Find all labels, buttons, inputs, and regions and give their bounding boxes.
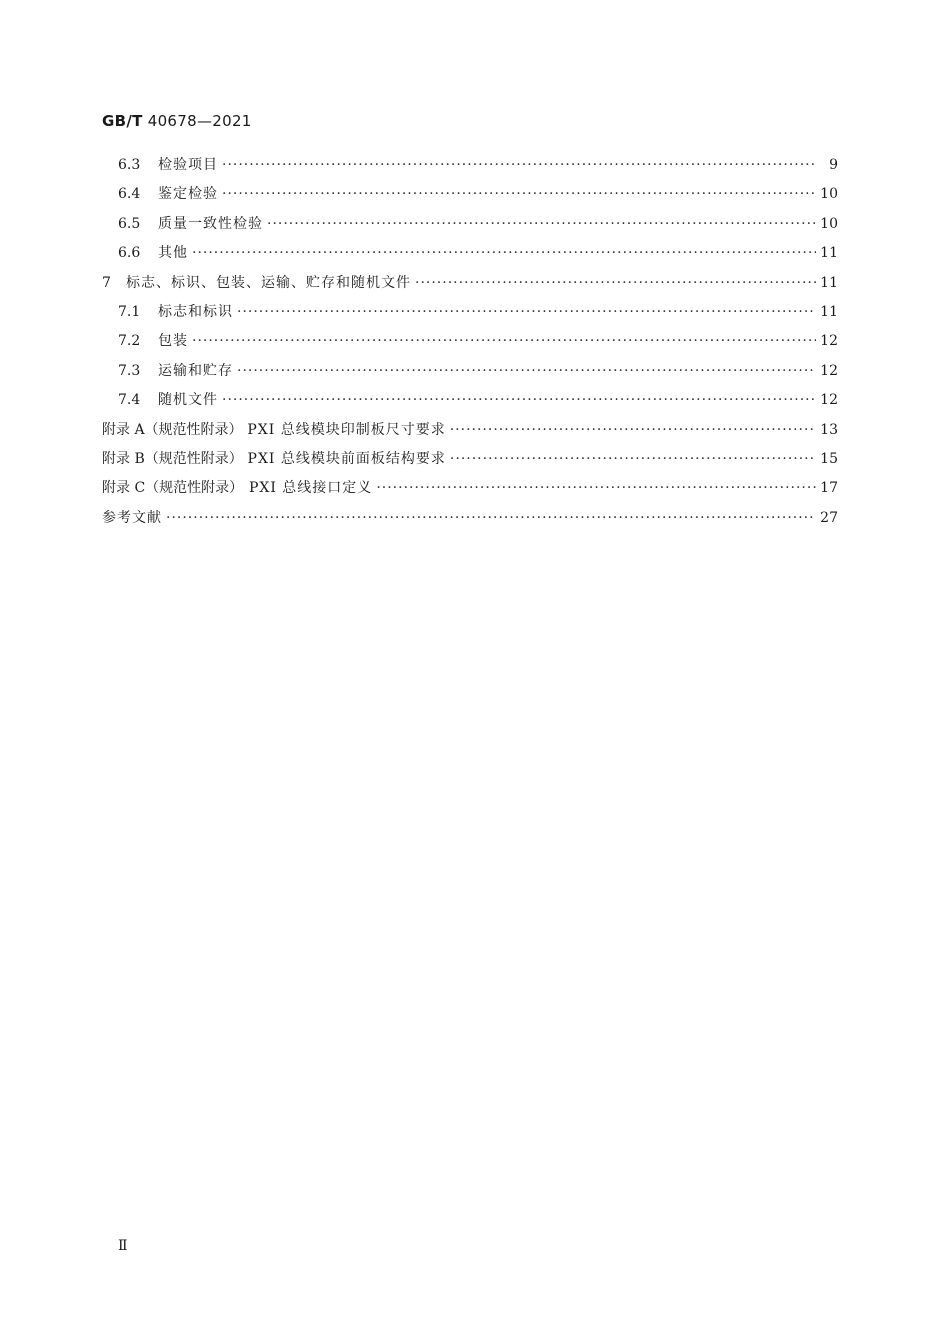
- toc-entry-title: 检验项目: [158, 157, 218, 173]
- toc-entry-number: 附录 B（规范性附录）: [102, 450, 243, 467]
- toc-dot-leader: [450, 451, 816, 467]
- toc-dot-leader: [192, 245, 816, 261]
- toc-entry-number: 附录 A（规范性附录）: [102, 421, 243, 438]
- toc-entry-page: 13: [820, 421, 838, 438]
- toc-entry-appendix[interactable]: [102, 448, 838, 477]
- toc-entry-title: 其他: [158, 245, 188, 262]
- toc-entry[interactable]: [102, 301, 838, 330]
- toc-dot-leader: [415, 275, 816, 291]
- toc-dot-leader: [237, 304, 816, 320]
- toc-entry-number: 7.4: [118, 392, 141, 409]
- toc-entry[interactable]: [102, 242, 838, 271]
- toc-entry[interactable]: [102, 389, 838, 418]
- toc-entry-page: 9: [829, 157, 838, 173]
- toc-entry-page: 10: [820, 215, 838, 232]
- table-of-contents: [102, 154, 838, 536]
- standard-number: 40678—2021: [147, 112, 252, 130]
- toc-entry-page: 11: [820, 245, 838, 262]
- toc-entry[interactable]: [102, 154, 838, 183]
- standard-code: GB/T: [102, 112, 143, 130]
- toc-entry-page: 12: [820, 333, 838, 350]
- toc-entry-page: 10: [820, 186, 838, 203]
- toc-entry[interactable]: [102, 272, 838, 301]
- toc-entry-page: 27: [820, 509, 838, 526]
- toc-dot-leader: [192, 333, 816, 349]
- toc-dot-leader: [237, 363, 816, 379]
- toc-entry[interactable]: [102, 360, 838, 389]
- toc-entry-page: 11: [820, 274, 838, 291]
- toc-entry-page: 12: [820, 362, 838, 379]
- toc-entry[interactable]: [102, 183, 838, 212]
- toc-entry-appendix[interactable]: [102, 477, 838, 506]
- toc-entry-number: 7.3: [118, 362, 141, 379]
- toc-entry-number: 7: [102, 274, 111, 291]
- toc-entry-title: PXI 总线模块前面板结构要求: [247, 450, 446, 467]
- page-header: [102, 112, 252, 130]
- toc-dot-leader: [450, 422, 816, 438]
- toc-entry-number: 7.2: [118, 333, 141, 350]
- toc-entry-appendix[interactable]: [102, 419, 838, 448]
- toc-entry-number: 附录 C（规范性附录）: [102, 480, 244, 497]
- toc-entry[interactable]: [102, 330, 838, 359]
- toc-entry-title: 参考文献: [102, 509, 162, 526]
- toc-entry-title: 标志、标识、包装、运输、贮存和随机文件: [126, 274, 411, 291]
- toc-entry-page: 11: [820, 303, 838, 320]
- toc-entry-page: 15: [820, 450, 838, 467]
- toc-entry-number: 6.3: [118, 157, 141, 173]
- toc-entry-title: 质量一致性检验: [158, 215, 263, 232]
- toc-dot-leader: [222, 186, 816, 202]
- toc-entry-title: PXI 总线模块印制板尺寸要求: [247, 421, 446, 438]
- toc-dot-leader: [267, 216, 816, 232]
- toc-entry-page: 17: [820, 480, 838, 497]
- page-number: Ⅱ: [118, 1238, 128, 1254]
- toc-dot-leader: [222, 157, 816, 173]
- toc-entry-number: 6.4: [118, 186, 141, 203]
- toc-entry-number: 6.6: [118, 245, 141, 262]
- toc-entry-number: 7.1: [118, 303, 141, 320]
- toc-entry-title: 标志和标识: [158, 303, 233, 320]
- toc-entry-title: 鉴定检验: [158, 186, 218, 203]
- toc-dot-leader: [376, 480, 816, 496]
- toc-entry-page: 12: [820, 392, 838, 409]
- toc-dot-leader: [222, 392, 816, 408]
- toc-entry-title: 运输和贮存: [158, 362, 233, 379]
- toc-entry-references[interactable]: [102, 507, 838, 536]
- toc-entry[interactable]: [102, 213, 838, 242]
- toc-entry-title: 包装: [158, 333, 188, 350]
- toc-entry-title: 随机文件: [158, 392, 218, 409]
- toc-dot-leader: [166, 510, 816, 526]
- toc-entry-number: 6.5: [118, 215, 141, 232]
- toc-entry-title: PXI 总线接口定义: [248, 480, 373, 497]
